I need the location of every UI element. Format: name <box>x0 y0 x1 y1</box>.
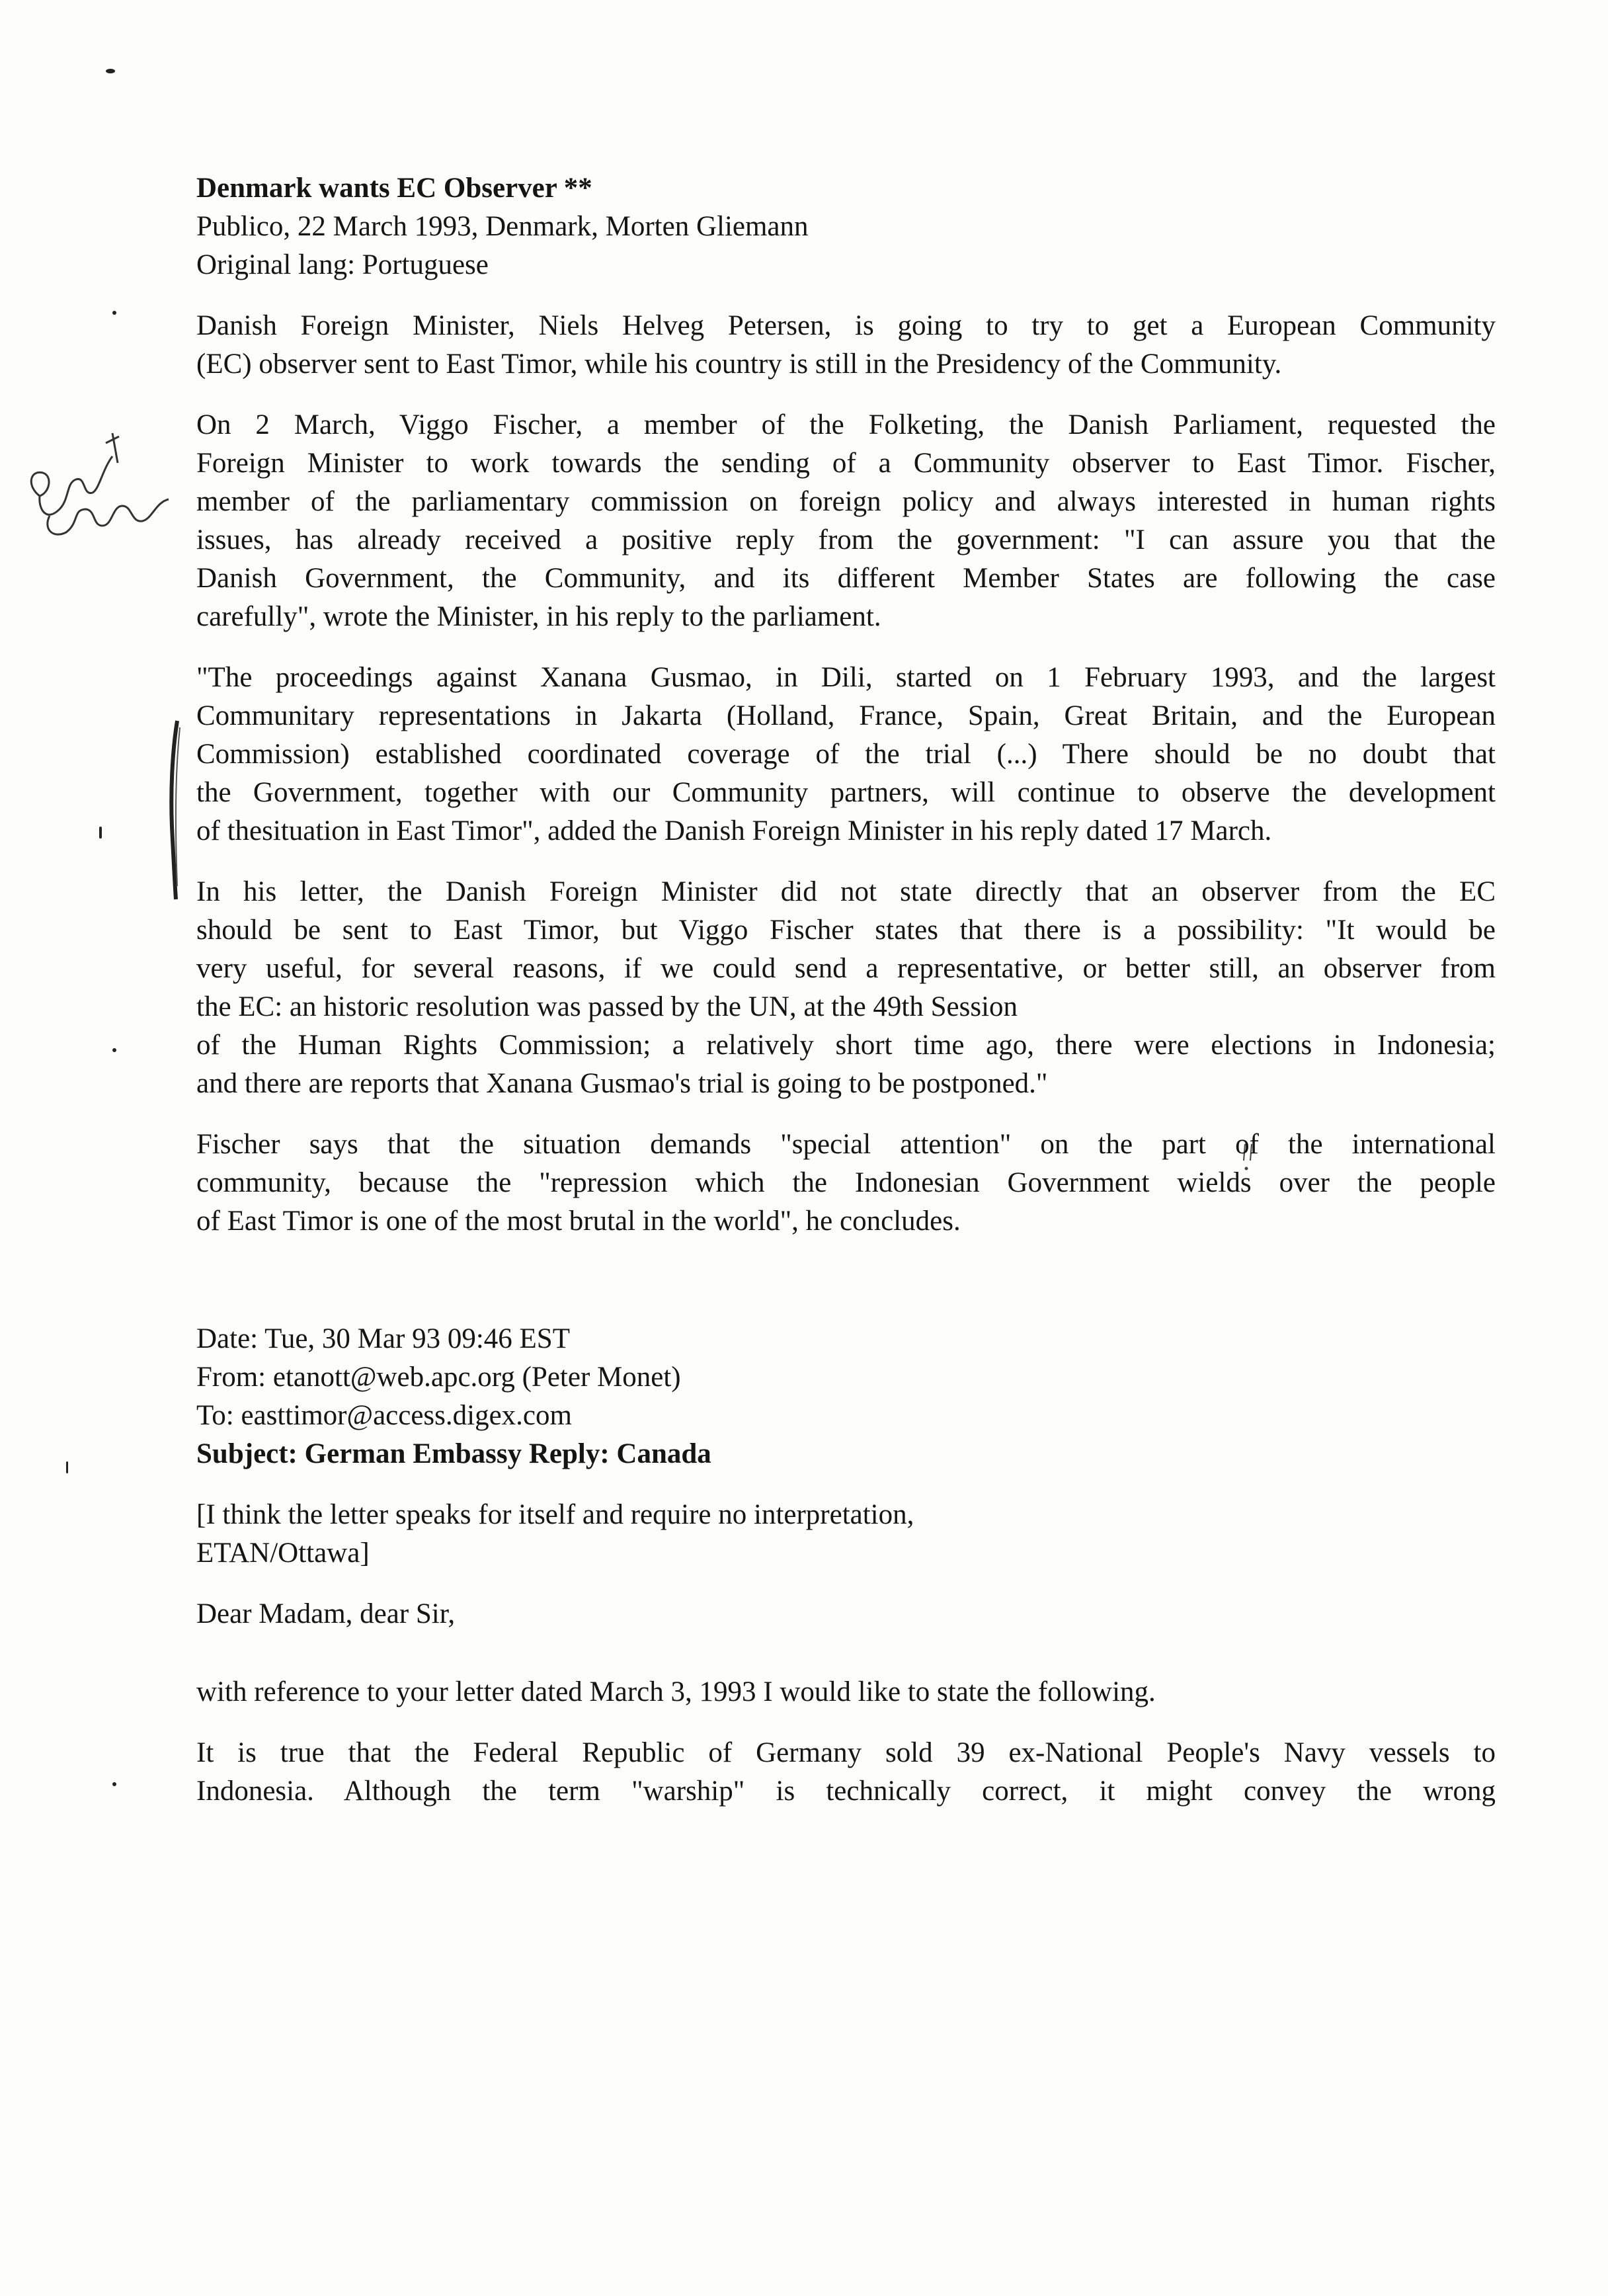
text-line: "The proceedings against Xanana Gusmao, in Dili, started on 1 February 1993, and the largest <box>196 662 1496 693</box>
handwritten-margin-note <box>13 423 185 555</box>
letter-paragraph-2 <box>196 1734 1496 1811</box>
email-editor-note <box>196 1496 1496 1573</box>
text-line: On 2 March, Viggo Fischer, a member of the Folketing, the Danish Parliament, requested the <box>196 409 1496 440</box>
email-from: From: etanott@web.apc.org (Peter Monet) <box>196 1362 681 1393</box>
text-line: the EC: an historic resolution was passed by the UN, at the 49th Session <box>196 991 1018 1022</box>
stray-mark <box>99 827 102 839</box>
article-source: Publico, 22 March 1993, Denmark, Morten Gliemann <box>196 211 809 242</box>
article-paragraph-4 <box>196 873 1496 1103</box>
email-header <box>196 1320 1496 1473</box>
text-line: [I think the letter speaks for itself and require no interpretation, <box>196 1499 914 1530</box>
text-line: and there are reports that Xanana Gusmao's trial is going to be postponed." <box>196 1068 1048 1099</box>
text-line: Danish Foreign Minister, Niels Helveg Petersen, is going to try to get a European Community <box>196 310 1496 341</box>
text-line: ETAN/Ottawa] <box>196 1538 370 1569</box>
article-paragraph-5 <box>196 1126 1496 1241</box>
stray-mark <box>112 311 116 315</box>
text-line: of the Human Rights Commission; a relatively short time ago, there were elections in Indonesia; <box>196 1030 1496 1061</box>
text-line: Indonesia. Although the term "warship" is technically correct, it might convey the wrong <box>196 1776 1496 1807</box>
text-line: very useful, for several reasons, if we could send a representative, or better still, an observer from <box>196 953 1496 984</box>
email-to: To: easttimor@access.digex.com <box>196 1400 572 1431</box>
text-line: (EC) observer sent to East Timor, while his country is still in the Presidency of the Community. <box>196 348 1282 380</box>
text-line: Commission) established coordinated coverage of the trial (...) There should be no doubt that <box>196 739 1496 770</box>
email-date: Date: Tue, 30 Mar 93 09:46 EST <box>196 1323 570 1354</box>
text-line: the Government, together with our Community partners, will continue to observe the development <box>196 777 1496 808</box>
stray-mark <box>106 69 115 73</box>
email-subject: Subject: German Embassy Reply: Canada <box>196 1438 711 1469</box>
text-line: should be sent to East Timor, but Viggo Fischer states that there is a possibility: "It would be <box>196 915 1496 946</box>
text-line: of East Timor is one of the most brutal in the world", he concludes. <box>196 1206 961 1237</box>
margin-bracket-mark <box>165 714 185 906</box>
document-body <box>196 169 1496 1811</box>
stray-mark <box>112 1048 116 1052</box>
text-line: member of the parliamentary commission on foreign policy and always interested in human rights <box>196 486 1496 517</box>
text-line: Fischer says that the situation demands "special attention" on the part of the international <box>196 1129 1496 1160</box>
text-line: Foreign Minister to work towards the sending of a Community observer to East Timor. Fischer, <box>196 448 1496 479</box>
text-line: It is true that the Federal Republic of Germany sold 39 ex-National People's Navy vessels to <box>196 1737 1496 1768</box>
article-headline: Denmark wants EC Observer ** <box>196 173 592 204</box>
text-line: carefully", wrote the Minister, in his reply to the parliament. <box>196 601 881 632</box>
text-line: of thesituation in East Timor", added the Danish Foreign Minister in his reply dated 17 March. <box>196 815 1272 846</box>
text-line: In his letter, the Danish Foreign Minister did not state directly that an observer from the EC <box>196 876 1496 907</box>
text-line: community, because the "repression which the Indonesian Government wields over the people <box>196 1167 1496 1198</box>
text-line: Communitary representations in Jakarta (Holland, France, Spain, Great Britain, and the European <box>196 700 1496 731</box>
article-paragraph-2 <box>196 406 1496 636</box>
text-line: Danish Government, the Community, and its different Member States are following the case <box>196 563 1496 594</box>
letter-paragraph-1: with reference to your letter dated March 3, 1993 I would like to state the following. <box>196 1676 1156 1707</box>
stray-mark <box>66 1461 68 1473</box>
article-language: Original lang: Portuguese <box>196 249 489 280</box>
stray-mark <box>112 1782 116 1786</box>
text-line: issues, has already received a positive reply from the government: "I can assure you that the <box>196 524 1496 555</box>
article-paragraph-1 <box>196 307 1496 384</box>
article-paragraph-3 <box>196 659 1496 850</box>
letter-salutation: Dear Madam, dear Sir, <box>196 1598 456 1629</box>
